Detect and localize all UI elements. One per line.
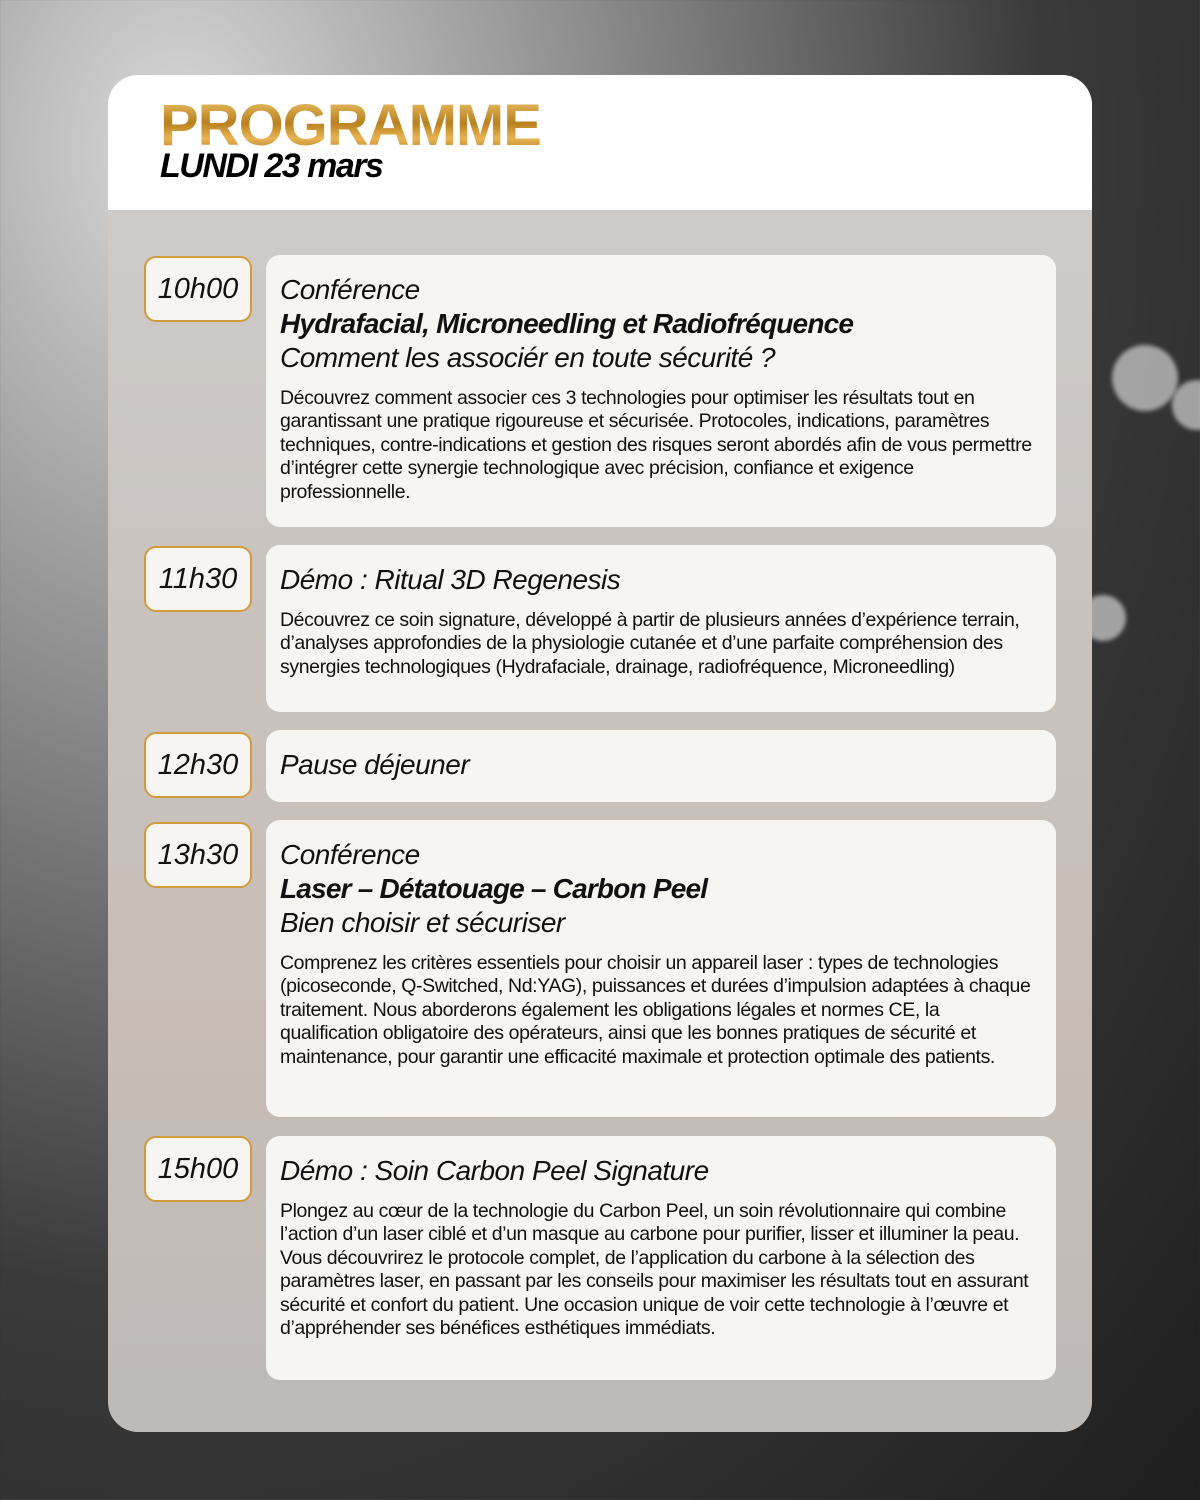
time-badge: 15h00 xyxy=(144,1136,252,1202)
event-title: Laser – Détatouage – Carbon Peel xyxy=(280,873,708,904)
date-subtitle: LUNDI 23 mars xyxy=(160,147,383,185)
event-card xyxy=(266,730,1056,802)
event-card xyxy=(266,1136,1056,1380)
header xyxy=(108,75,1092,210)
time-badge: 11h30 xyxy=(144,546,252,612)
time-badge: 10h00 xyxy=(144,256,252,322)
event-card xyxy=(266,545,1056,712)
event-description: Comprenez les critères essentiels pour choisir un appareil laser : types de technologies (picoseconde, Q-Switched, Nd:YAG), puissances et durées d’impulsion adaptées à chaque traitement. Nous aborderons également les obligations légales et normes CE, la qualification obligatoire des opérateurs, ainsi que les bonnes pratiques de sécurité et maintenance, pour garantir une efficacité maximale et protection optimale des patients. xyxy=(280,952,1031,1068)
page-title: PROGRAMME xyxy=(160,93,541,158)
time-badge: 13h30 xyxy=(144,822,252,888)
event-type: Conférence xyxy=(280,839,420,870)
bokeh-light xyxy=(1112,345,1178,411)
time-badge: 12h30 xyxy=(144,732,252,798)
event-description: Découvrez ce soin signature, développé à partir de plusieurs années d’expérience terrain, d’analyses approfondies de la physiologie cutanée et d’une parfaite compréhension des synergies technologiques (Hydrafaciale, drainage, radiofréquence, Microneedling) xyxy=(280,609,1020,678)
event-description: Plongez au cœur de la technologie du Carbon Peel, un soin révolutionnaire qui combine l’action d’un laser ciblé et d’un masque au carbone pour purifier, lisser et illuminer la peau. Vous découvrirez le protocole complet, de l’application du carbone à la sélection des paramètres laser, en passant par les conseils pour maximiser les résultats tout en assurant sécurité et confort du patient. Une occasion unique de voir cette technologie à l’œuvre et d’appréhender ses bénéfices esthétiques immédiats. xyxy=(280,1200,1029,1340)
event-description: Découvrez comment associer ces 3 technologies pour optimiser les résultats tout en garantissant une pratique rigoureuse et sécurisée. Protocoles, indications, paramètres techniques, contre-indications et gestion des risques seront abordés afin de vous permettre d’intégrer cette synergie technologique avec précision, confiance et exigence professionnelle. xyxy=(280,387,1032,503)
event-card xyxy=(266,255,1056,527)
event-type: Démo : Soin Carbon Peel Signature xyxy=(280,1155,709,1186)
event-title: Hydrafacial, Microneedling et Radiofréquence xyxy=(280,308,854,339)
event-type: Pause déjeuner xyxy=(280,749,470,780)
event-subtitle: Comment les associér en toute sécurité ? xyxy=(280,342,776,373)
programme-card xyxy=(108,75,1092,1432)
event-card xyxy=(266,820,1056,1117)
event-type: Conférence xyxy=(280,274,420,305)
event-type: Démo : Ritual 3D Regenesis xyxy=(280,564,621,595)
event-subtitle: Bien choisir et sécuriser xyxy=(280,907,565,938)
